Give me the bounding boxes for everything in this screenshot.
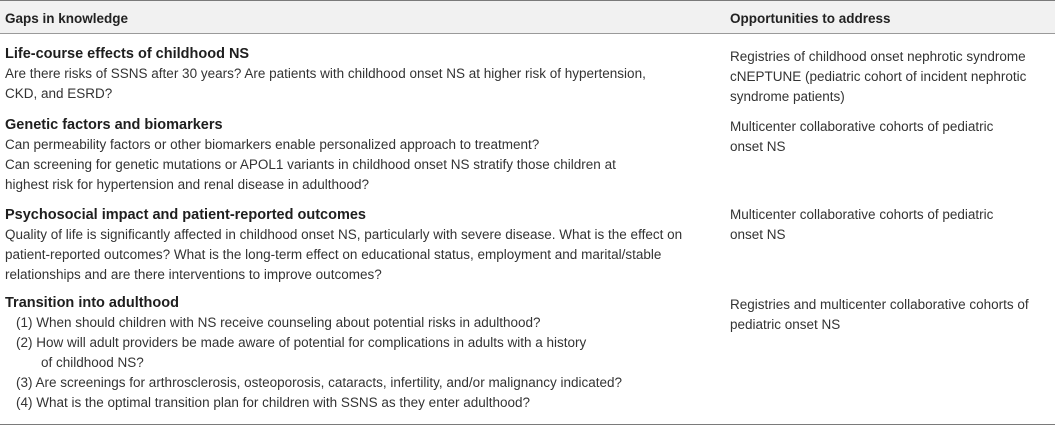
row-title: Psychosocial impact and patient-reported outcomes bbox=[5, 207, 366, 223]
row-title: Genetic factors and biomarkers bbox=[5, 117, 223, 133]
row-text-line: Can screening for genetic mutations or APOL1 variants in childhood onset NS stratify those children at bbox=[5, 157, 616, 172]
gap-cell bbox=[5, 293, 720, 413]
opportunity-line: syndrome patients) bbox=[730, 89, 845, 104]
gap-cell bbox=[5, 205, 720, 285]
row-text-line: CKD, and ESRD? bbox=[5, 86, 113, 101]
numbered-item-continuation: of childhood NS? bbox=[41, 355, 144, 370]
header-opportunities-to-address: Opportunities to address bbox=[730, 11, 891, 26]
row-title: Transition into adulthood bbox=[5, 295, 179, 311]
row-text-line: Are there risks of SSNS after 30 years? Are patients with childhood onset NS at higher risk of hypertension, bbox=[5, 66, 646, 81]
table-bottom-rule bbox=[0, 424, 1055, 425]
opportunity-line: onset NS bbox=[730, 139, 786, 154]
gap-cell bbox=[5, 44, 720, 104]
opportunity-line: Registries and multicenter collaborative cohorts of bbox=[730, 297, 1029, 312]
opportunity-line: Multicenter collaborative cohorts of pediatric bbox=[730, 207, 994, 222]
row-text-line: Quality of life is significantly affected in childhood onset NS, particularly with severe disease. What is the effect on bbox=[5, 227, 683, 242]
numbered-item: (1) When should children with NS receive counseling about potential risks in adulthood? bbox=[16, 315, 541, 330]
header-gaps-in-knowledge: Gaps in knowledge bbox=[5, 11, 129, 26]
opportunity-line: Registries of childhood onset nephrotic syndrome bbox=[730, 49, 1026, 64]
opportunity-cell bbox=[730, 117, 1050, 157]
row-title: Life-course effects of childhood NS bbox=[5, 46, 250, 62]
opportunity-cell bbox=[730, 47, 1050, 107]
row-text-line: patient-reported outcomes? What is the long-term effect on educational status, employment and marital/stable bbox=[5, 247, 662, 262]
row-text-line: relationships and are there interventions to improve outcomes? bbox=[5, 267, 382, 282]
opportunity-line: onset NS bbox=[730, 227, 786, 242]
gap-cell bbox=[5, 115, 720, 195]
opportunity-cell bbox=[730, 205, 1050, 245]
opportunity-line: pediatric onset NS bbox=[730, 317, 841, 332]
row-text-line: Can permeability factors or other biomarkers enable personalized approach to treatment? bbox=[5, 137, 540, 152]
numbered-item: (3) Are screenings for arthrosclerosis, osteoporosis, cataracts, infertility, and/or malignancy indicated? bbox=[16, 375, 623, 390]
row-text-line: highest risk for hypertension and renal disease in adulthood? bbox=[5, 177, 369, 192]
opportunity-line: cNEPTUNE (pediatric cohort of incident nephrotic bbox=[730, 69, 1027, 84]
numbered-item: (4) What is the optimal transition plan for children with SSNS as they enter adulthood? bbox=[16, 395, 531, 410]
opportunity-line: Multicenter collaborative cohorts of pediatric bbox=[730, 119, 994, 134]
table-header bbox=[0, 0, 1055, 34]
numbered-item: (2) How will adult providers be made aware of potential for complications in adults with a history bbox=[16, 335, 587, 350]
opportunity-cell bbox=[730, 295, 1050, 335]
